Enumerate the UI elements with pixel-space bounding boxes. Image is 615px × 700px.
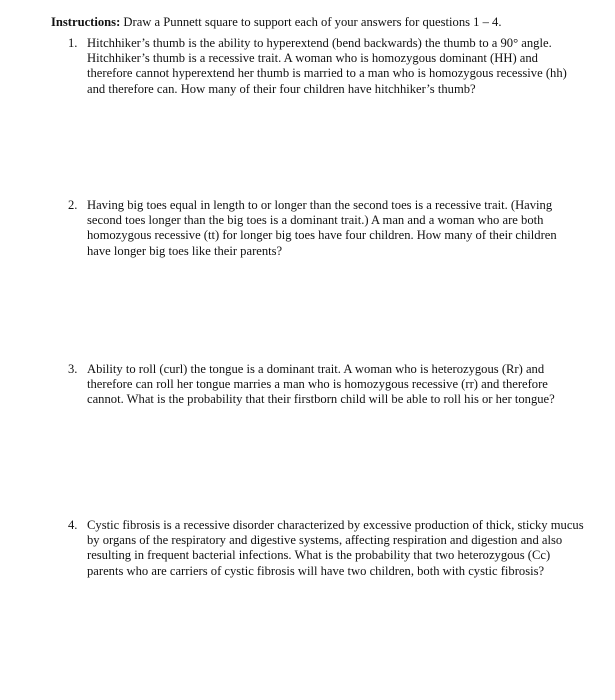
instructions-text: Draw a Punnett square to support each of your answers for questions 1 – 4.	[120, 15, 502, 29]
question-line: Cystic fibrosis is a recessive disorder characterized by excessive production of thick, sticky mucus	[87, 518, 584, 532]
question-line: parents who are carriers of cystic fibrosis will have two children, both with cystic fibrosis?	[87, 563, 545, 578]
question-line: therefore cannot hyperextend her thumb is married to a man who is homozygous recessive (hh)	[87, 66, 567, 81]
question-number: 4.	[68, 518, 78, 532]
question-text	[87, 36, 569, 97]
question-line: Hitchhiker’s thumb is a recessive trait. A woman who is homozygous dominant (HH) and	[87, 51, 538, 66]
question-number: 1.	[68, 36, 78, 50]
question-text	[87, 362, 569, 408]
question-line: cannot. What is the probability that their firstborn child will be able to roll his or her tongue?	[87, 392, 555, 407]
question-line: have longer big toes like their parents?	[87, 243, 283, 258]
question-line: and therefore can. How many of their four children have hitchhiker’s thumb?	[87, 81, 476, 96]
question-line: therefore can roll her tongue marries a man who is homozygous recessive (rr) and therefore	[87, 377, 548, 392]
question-line: second toes longer than the big toes is a dominant trait.) A man and a woman who are both	[87, 213, 544, 228]
question-line: homozygous recessive (tt) for longer big toes have four children. How many of their children	[87, 228, 557, 243]
instructions	[51, 15, 591, 30]
question-line: Ability to roll (curl) the tongue is a dominant trait. A woman who is heterozygous (Rr) and	[87, 362, 545, 376]
instructions-label: Instructions:	[51, 15, 121, 29]
question-line: Having big toes equal in length to or longer than the second toes is a recessive trait. (Having	[87, 198, 553, 212]
question-line: Hitchhiker’s thumb is the ability to hyperextend (bend backwards) the thumb to a 90° angle.	[87, 36, 552, 50]
question-number: 3.	[68, 362, 78, 376]
question-text	[87, 198, 569, 259]
question-line: resulting in frequent bacterial infections. What is the probability that two heterozygous (Cc)	[87, 548, 551, 563]
question-text	[87, 518, 584, 579]
question-line: by organs of the respiratory and digestive systems, affecting respiration and digestion and also	[87, 533, 563, 548]
question-number: 2.	[68, 198, 78, 212]
